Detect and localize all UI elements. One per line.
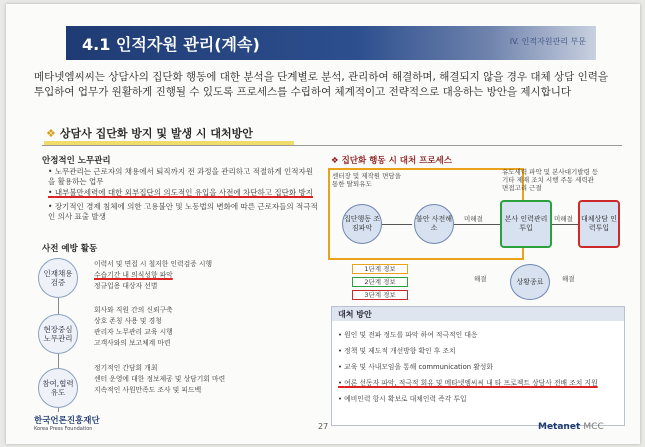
brand-logo: Metanet MCC	[538, 422, 604, 432]
prevention-heading	[42, 242, 97, 254]
node-end: 상황종료	[510, 264, 550, 300]
diamond-icon: ❖	[46, 127, 56, 140]
page-title: 4.1 인적자원 관리(계속)	[82, 35, 260, 54]
measure-item-1: • 원인 및 전파 정도를 파악 하여 적극적인 대응	[338, 331, 478, 339]
stable-bullet-1: • 노무관리는 근로자의 채용에서 퇴직까지 전 과정을 관리하고 적절하게 인적자원을 활용하는 업무	[48, 167, 313, 186]
org-logo: 한국언론진흥재단	[34, 416, 100, 426]
step3-item-1: 정기적인 간담회 개최	[94, 364, 158, 372]
arrow-2	[454, 224, 500, 225]
node-substitute: 대체상담 인력투입	[578, 200, 620, 248]
step-circle-participation: 참여,협력 유도	[38, 368, 78, 408]
measure-item-2: • 정책 및 제도적 개선방향 확인 후 조치	[338, 347, 456, 355]
document-page	[6, 4, 640, 444]
prevention-heading-text: 사전 예방 활동	[42, 244, 98, 254]
step2-item-1: 회사와 직원 간의 신뢰구축	[94, 306, 173, 314]
measures-box	[331, 306, 625, 426]
section-title	[46, 125, 253, 141]
measure-item-5: • 예비인력 항시 확보로 대체인력 즉각 투입	[338, 395, 467, 403]
measure-item-3: • 교육 및 사내모임을 통해 communication 활성화	[338, 363, 493, 371]
label-fail-1: 미해결	[464, 215, 483, 223]
org-logo-en: Korea Press Foundation	[34, 426, 93, 432]
label-solved-2: 해결	[562, 275, 575, 283]
arrow-3	[552, 224, 578, 225]
node-hq: 본사 인력관리 투입	[500, 200, 552, 248]
node-detect: 집단행동 조짐파악	[342, 204, 382, 244]
step1-item-2: 수습기간 내 의식성향 파악	[94, 271, 173, 279]
stable-mgmt-heading	[42, 154, 111, 166]
step3-item-3: 지속적인 사원만족도 조사 및 피드백	[94, 386, 202, 394]
page-number: 27	[318, 422, 329, 431]
step2-item-3: 관리자 노무관리 교육 시행	[94, 328, 173, 336]
stable-bullet-2: • 내부불만세력에 대한 외부집단의 의도적인 유입을 사전에 차단하고 집단화 방지	[48, 188, 313, 197]
step1-item-1: 이력서 및 면접 시 철저한 인력검증 시행	[94, 260, 213, 268]
measure-item-4: • 여론 선동자 파악, 적극적 회유 및 메타넷엠씨씨 내 타 프로젝트 상담사 전배 조치 지원	[338, 379, 598, 387]
step3-item-2: 센터 운영에 대한 정보제공 및 상담기회 마련	[94, 375, 226, 383]
note-right: 유도세력 파악 및 본사대기발령 등 기타 제재 조치 시행 주동 세력관 면접고리 근절	[502, 168, 599, 192]
label-fail-2: 미해결	[554, 215, 573, 223]
step-circle-field: 현장중심 노무관리	[38, 314, 78, 354]
intro-paragraph: 메타넷엠씨씨는 상담사의 집단화 행동에 대한 분석을 단계별로 분석, 관리하여 해결하며, 해결되지 않을 경우 대체 상담 인력을 투입하여 업무가 원활하게 진행될 수 있도록 프로세스를 수립하여 체계적이고 전략적으로 대응하는 방안을 제시합니다	[34, 71, 609, 98]
arrow-1	[382, 224, 412, 225]
label-solved-1: 해결	[474, 275, 487, 283]
step2-item-4: 고객사와의 보고체계 마련	[94, 339, 171, 347]
stable-mgmt-heading-text: 안정적인 노무관리	[42, 156, 111, 166]
section-divider	[42, 145, 622, 146]
node-resolve: 불안 사전해소	[414, 204, 454, 244]
step2-item-2: 상호 존칭 사용 및 경청	[94, 317, 162, 325]
process-heading: ❖ 집단화 행동 시 대처 프로세스	[331, 156, 452, 166]
step-circle-recruit: 인재채용 검증	[38, 258, 78, 298]
chapter-label: IV. 인적자원관리 부문	[509, 37, 586, 46]
process-diagram	[324, 164, 620, 304]
stable-bullet-3: • 장기적인 경제 침체에 의한 고용불안 및 노동법의 변화에 따른 근로자들의 적극적인 의사 표출 발생	[48, 202, 318, 221]
page-header	[66, 26, 596, 60]
legend-stage3: 3단계 경보	[352, 290, 408, 300]
step1-item-3: 정규입용 대상자 선별	[94, 282, 158, 290]
legend-stage2: 2단계 경보	[352, 277, 408, 287]
note-left: 센터장 및 제작원 면담을 통한 탈퇴유도	[332, 172, 401, 188]
section-title-text: 상담사 집단화 방지 및 발생 시 대처방안	[59, 127, 253, 140]
measures-heading: 대처 방안	[332, 307, 624, 321]
legend-stage1: 1단계 경보	[352, 264, 408, 274]
